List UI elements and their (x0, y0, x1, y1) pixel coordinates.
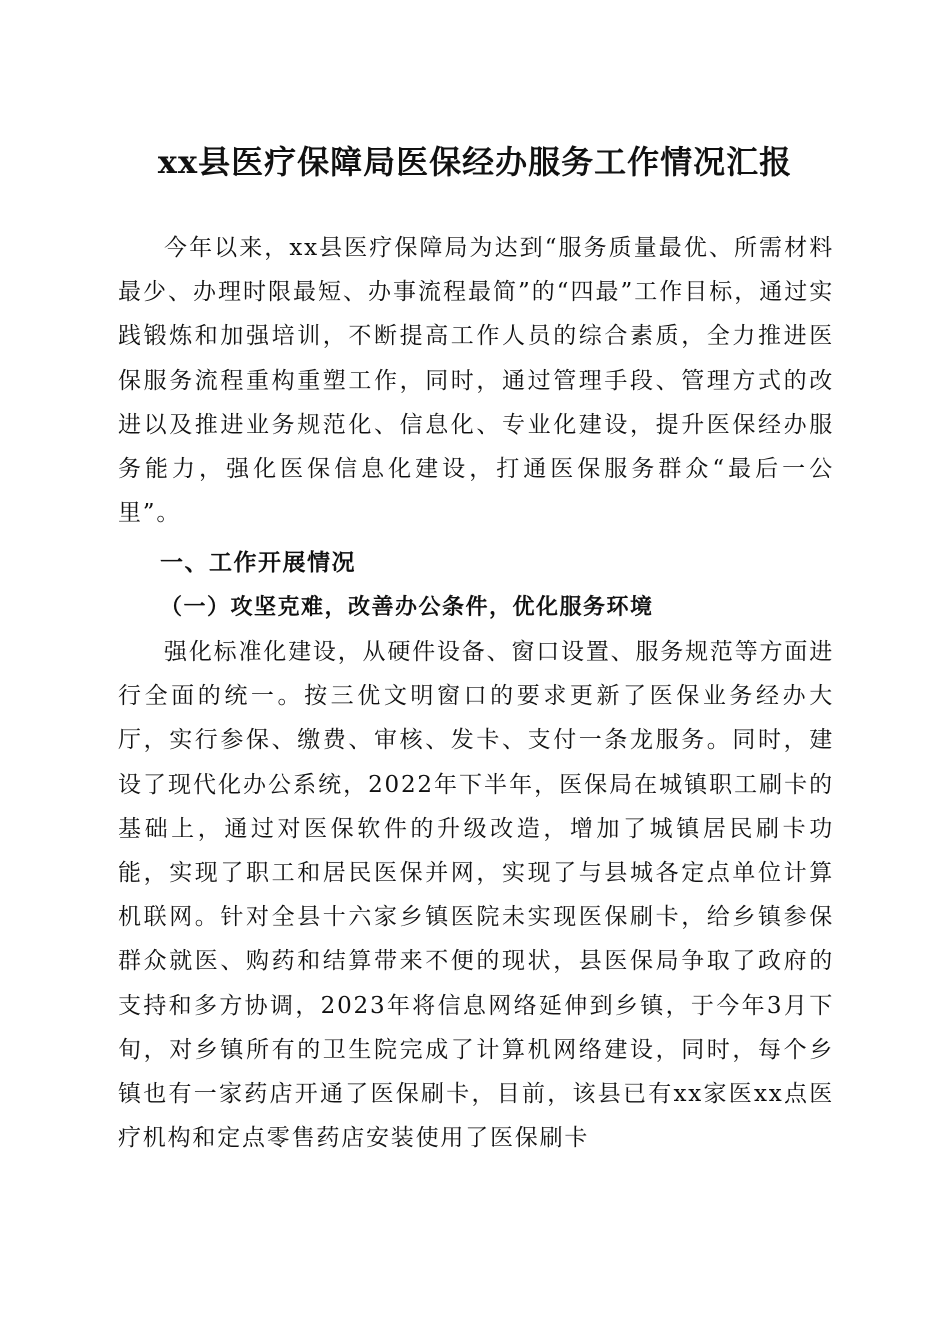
document-title: xx县医疗保障局医保经办服务工作情况汇报 (157, 143, 793, 181)
section-heading: 一、工作开展情况 (160, 550, 356, 576)
intro-paragraph: 今年以来，xx县医疗保障局为达到“服务质量最优、所需材料最少、办理时限最短、办事流程最简”的“四最”工作目标，通过实践锻炼和加强培训，不断提高工作人员的综合素质，全力推进医保服务流程重构重塑工作，同时，通过管理手段、管理方式的改进以及推进业务规范化、信息化、专业化建设，提升医保经办服务能力，强化医保信息化建设，打通医保服务群众“最后一公里”。 (118, 235, 834, 527)
subsection-heading: （一）攻坚克难，改善办公条件，优化服务环境 (160, 594, 654, 620)
subsection-paragraph: 强化标准化建设，从硬件设备、窗口设置、服务规范等方面进行全面的统一。按三优文明窗口的要求更新了医保业务经办大厅，实行参保、缴费、审核、发卡、支付一条龙服务。同时，建设了现代化办公系统，2022年下半年，医保局在城镇职工刷卡的基础上，通过对医保软件的升级改造，增加了城镇居民刷卡功能，实现了职工和居民医保并网，实现了与县城各定点单位计算机联网。针对全县十六家乡镇医院未实现医保刷卡，给乡镇参保群众就医、购药和结算带来不便的现状，县医保局争取了政府的支持和多方协调，2023年将信息网络延伸到乡镇，于今年3月下旬，对乡镇所有的卫生院完成了计算机网络建设，同时，每个乡镇也有一家药店开通了医保刷卡，目前，该县已有xx家医xx点医疗机构和定点零售药店安装使用了医保刷卡 (118, 639, 834, 1152)
